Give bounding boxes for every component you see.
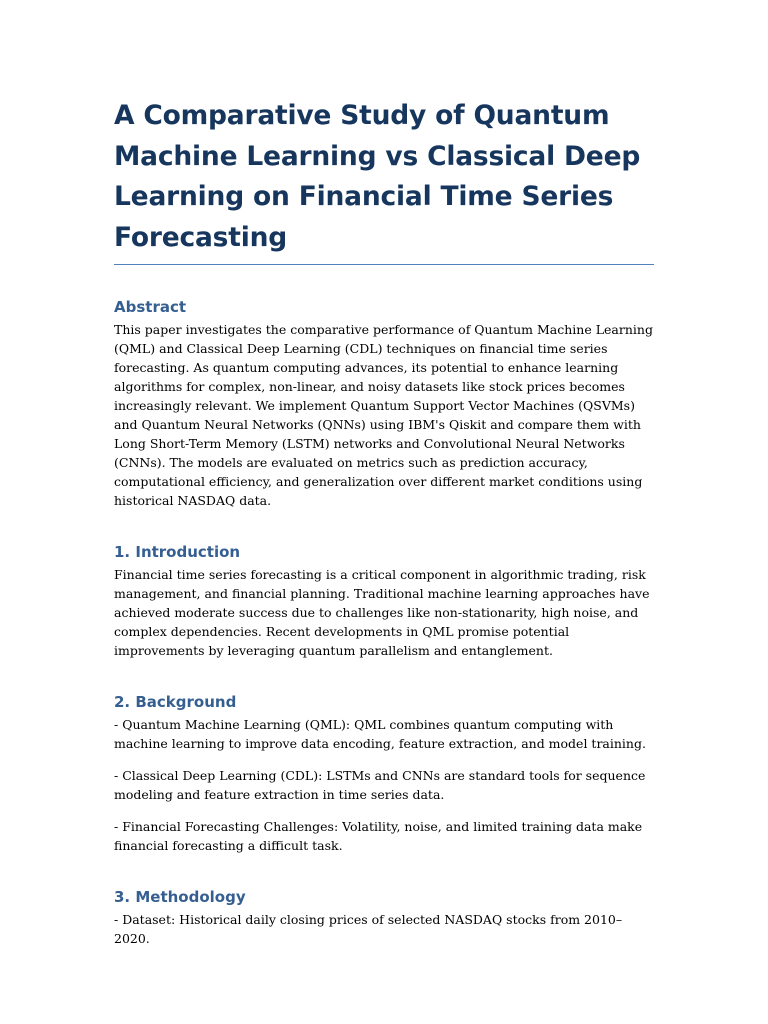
document-title: A Comparative Study of Quantum Machine Learning vs Classical Deep Learning on Financial Time Series Forecasting (114, 100, 641, 253)
section-heading: 3. Methodology (114, 888, 246, 906)
paragraph: Financial time series forecasting is a critical component in algorithmic trading, risk management, and financial planning. Traditional machine learning approaches have achieved moderate success due to challenges like non-stationarity, high noise, and complex dependencies. Recent developments in QML promise potential improvements by leveraging quantum parallelism and entanglement. (114, 567, 650, 658)
section-heading: 2. Background (114, 693, 237, 711)
bullet-paragraph: - Financial Forecasting Challenges: Volatility, noise, and limited training data make financial forecasting a difficult task. (114, 819, 643, 853)
section-methodology (114, 887, 654, 948)
bullet-paragraph: - Dataset: Historical daily closing prices of selected NASDAQ stocks from 2010–2020. (114, 912, 623, 946)
section-introduction (114, 542, 654, 660)
section-heading: Abstract (114, 298, 187, 316)
section-abstract (114, 297, 654, 510)
section-heading: 1. Introduction (114, 543, 241, 561)
paragraph: This paper investigates the comparative performance of Quantum Machine Learning (QML) and Classical Deep Learning (CDL) techniques on financial time series forecasting. As quantum computing advances, its potential to enhance learning algorithms for complex, non-linear, and noisy datasets like stock prices becomes increasingly relevant. We implement Quantum Support Vector Machines (QSVMs) and Quantum Neural Networks (QNNs) using IBM's Qiskit and compare them with Long Short-Term Memory (LSTM) networks and Convolutional Neural Networks (CNNs). The models are evaluated on metrics such as prediction accuracy, computational efficiency, and generalization over different market conditions using historical NASDAQ data. (114, 322, 653, 508)
bullet-paragraph: - Quantum Machine Learning (QML): QML combines quantum computing with machine learning to improve data encoding, feature extraction, and model training. (114, 717, 646, 751)
bullet-paragraph: - Classical Deep Learning (CDL): LSTMs and CNNs are standard tools for sequence modeling and feature extraction in time series data. (114, 768, 646, 802)
section-background (114, 692, 654, 855)
title-divider (114, 264, 654, 265)
